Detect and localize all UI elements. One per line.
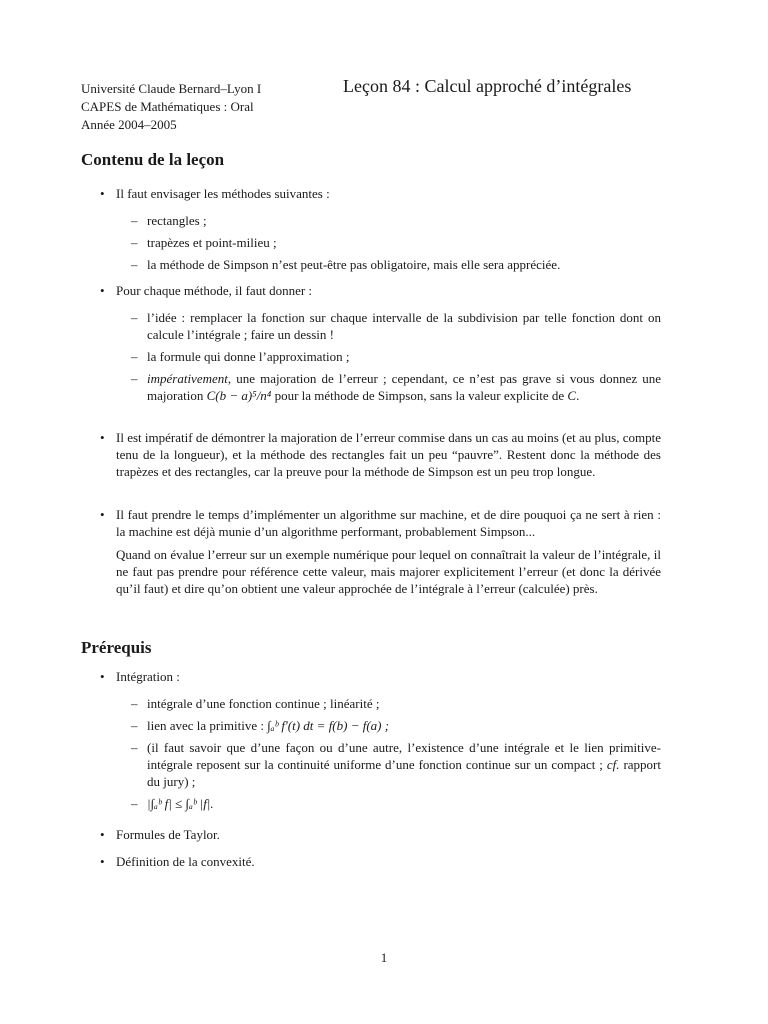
university-name: Université Claude Bernard–Lyon I bbox=[81, 81, 262, 96]
prerequis-item-3: • Définition de la convexité. bbox=[100, 854, 255, 869]
list-item: – rectangles ; bbox=[131, 213, 207, 228]
header-affiliation bbox=[81, 80, 261, 134]
dash-icon: – bbox=[131, 740, 138, 755]
list-item: – intégrale d’une fonction continue ; linéarité ; bbox=[131, 696, 380, 711]
page-number: 1 bbox=[380, 950, 388, 965]
contenu-item-1 bbox=[81, 185, 661, 273]
list-item: – lien avec la primitive : ∫ₐᵇ f′(t) dt = f(b) − f(a) ; bbox=[131, 718, 390, 733]
dash-icon: – bbox=[131, 257, 138, 272]
list-item: – l’idée : remplacer la fonction sur chaque intervalle de la subdivision par telle fonction dont on calcule l’intégrale ; faire un dessin ! bbox=[131, 310, 661, 342]
bullet-icon: • bbox=[100, 507, 105, 522]
bullet-icon: • bbox=[100, 283, 105, 298]
section-heading-contenu: Contenu de la leçon bbox=[81, 150, 225, 169]
dash-icon: – bbox=[131, 718, 138, 733]
list-item: – impérativement, une majoration de l’erreur ; cependant, ce n’est pas grave si vous donnez une majoration C(b − a)⁵/n⁴ pour la méthode de Simpson, sans la valeur explicite de C. bbox=[131, 371, 661, 403]
dash-icon: – bbox=[131, 371, 138, 386]
item-text: Il faut envisager les méthodes suivantes : bbox=[116, 186, 330, 201]
dash-icon: – bbox=[131, 310, 138, 325]
contenu-item-2: • Pour chaque méthode, il faut donner : – l’idée : remplacer la fonction sur chaque intervalle de la subdivision par telle fonction dont on calcule l’intégrale ; faire un dessin ! – la formule qui donne l’approximation ; – impérativement, une majoration de l’erreur ; cependant, ce n’est pas grave si vous donnez une majoration C(b − a)⁵/n⁴ pour la méthode de Simpson, sans la valeur explicite de C. bbox=[81, 282, 661, 404]
math-expression: ∫ₐᵇ f′(t) dt = f(b) − f(a) ; bbox=[267, 718, 390, 733]
paragraph: Quand on évalue l’erreur sur un exemple numérique pour lequel on connaîtrait la valeur de l’intégrale, il ne faut pas prendre pour référence cette valeur, mais majorer explicitement l’erreur (et donc la dérivée qu’il faut) et dire qu’on obtient une valeur approchée de l’intégrale à l’erreur (calculée) près. bbox=[116, 547, 661, 596]
prerequis-item-1: • Intégration : – intégrale d’une fonction continue ; linéarité ; – lien avec la primitive : ∫ₐᵇ f′(t) dt = f(b) − f(a) ; – (il faut savoir que d’une façon ou d’une autre, l’existence d’une intégrale et le lien primitive-intégrale reposent sur la continuité uniforme d’une fonction continue sur un compact ; cf. rapport du jury) ; – |∫ₐᵇ f| ≤ ∫ₐᵇ |f|. bbox=[81, 668, 661, 812]
prerequis-item-2: • Formules de Taylor. bbox=[100, 827, 220, 842]
bullet-icon: • bbox=[100, 430, 105, 445]
dash-icon: – bbox=[131, 349, 138, 364]
section-heading-prerequis: Prérequis bbox=[81, 638, 152, 657]
dash-icon: – bbox=[131, 213, 138, 228]
list-item: – la formule qui donne l’approximation ; bbox=[131, 349, 350, 364]
contenu-item-4: • Il faut prendre le temps d’implémenter un algorithme sur machine, et de dire pouquoi ça ne sert à rien : la machine est déjà munie d’un algorithme performant, probablement Simpson... Quand on évalue l’erreur sur un exemple numérique pour lequel on connaîtrait la valeur de l’intégrale, il ne faut pas prendre pour référence cette valeur, mais majorer explicitement l’erreur (et donc la dérivée qu’il faut) et dire qu’on obtient une valeur approchée de l’intégrale à l’erreur (calculée) près. bbox=[81, 506, 661, 597]
bullet-icon: • bbox=[100, 669, 105, 684]
list-item bbox=[81, 795, 661, 812]
lesson-title: Leçon 84 : Calcul approché d’intégrales bbox=[343, 76, 632, 96]
program-name: CAPES de Mathématiques : Oral bbox=[81, 99, 254, 114]
bullet-icon: • bbox=[100, 827, 105, 842]
dash-icon: – bbox=[131, 235, 138, 250]
academic-year: Année 2004–2005 bbox=[81, 117, 177, 132]
dash-icon: – bbox=[131, 796, 138, 811]
math-expression: C(b − a)⁵/n⁴ bbox=[206, 388, 272, 403]
list-item: – trapèzes et point-milieu ; bbox=[131, 235, 277, 250]
dash-icon: – bbox=[131, 696, 138, 711]
contenu-item-3: • Il est impératif de démontrer la majoration de l’erreur commise dans un cas au moins (et au plus, compte tenu de la longueur), et la méthode des rectangles fait un peu “pauvre”. Restent donc la méthode des trapèzes et des rectangles, car la preuve pour la méthode de Simpson est un peu trop longue. bbox=[100, 430, 661, 479]
list-item: – la méthode de Simpson n’est peut-être pas obligatoire, mais elle sera appréciée. bbox=[131, 257, 561, 272]
bullet-icon: • bbox=[100, 854, 105, 869]
list-item: – (il faut savoir que d’une façon ou d’une autre, l’existence d’une intégrale et le lien primitive-intégrale reposent sur la continuité uniforme d’une fonction continue sur un compact ; cf. rapport du jury) ; bbox=[131, 740, 661, 789]
bullet-icon: • bbox=[100, 186, 105, 201]
math-expression: |∫ₐᵇ f| ≤ ∫ₐᵇ |f|. bbox=[147, 796, 214, 811]
